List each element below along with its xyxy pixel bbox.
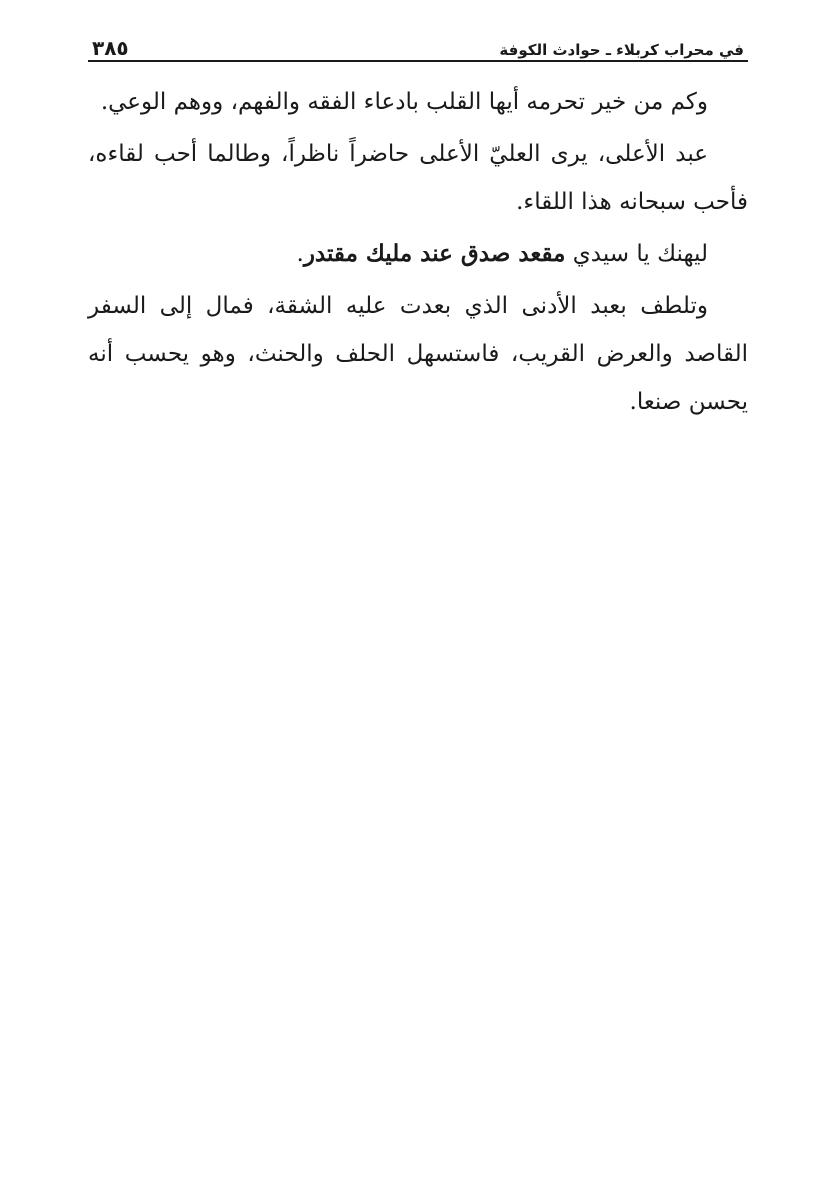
paragraph-4: وتلطف بعبد الأدنى الذي بعدت عليه الشقة، فمال إلى السفر القاصد والعرض القريب، فاستسهل الحلف والحنث، وهو يحسب أنه يحسن صنعا.	[88, 293, 748, 415]
body-text	[88, 78, 748, 426]
paragraph-1: وكم من خير تحرمه أيها القلب بادعاء الفقه والفهم، ووهم الوعي.	[100, 89, 708, 115]
paragraph-3-suffix: .	[296, 241, 304, 267]
paragraph-3	[88, 230, 748, 278]
book-page	[88, 30, 748, 430]
page-number: ٣٨٥	[92, 36, 129, 60]
page-header	[88, 30, 748, 62]
quranic-phrase: مقعد صدق عند مليك مقتدر	[303, 240, 566, 267]
paragraph-3-prefix: ليهنك يا سيدي	[565, 241, 708, 267]
paragraph-2: عبد الأعلى، يرى العليّ الأعلى حاضراً ناظراً، وطالما أحب لقاءه، فأحب سبحانه هذا اللقاء.	[88, 141, 748, 215]
running-title: في محراب كربلاء ـ حوادث الكوفة	[499, 41, 744, 59]
